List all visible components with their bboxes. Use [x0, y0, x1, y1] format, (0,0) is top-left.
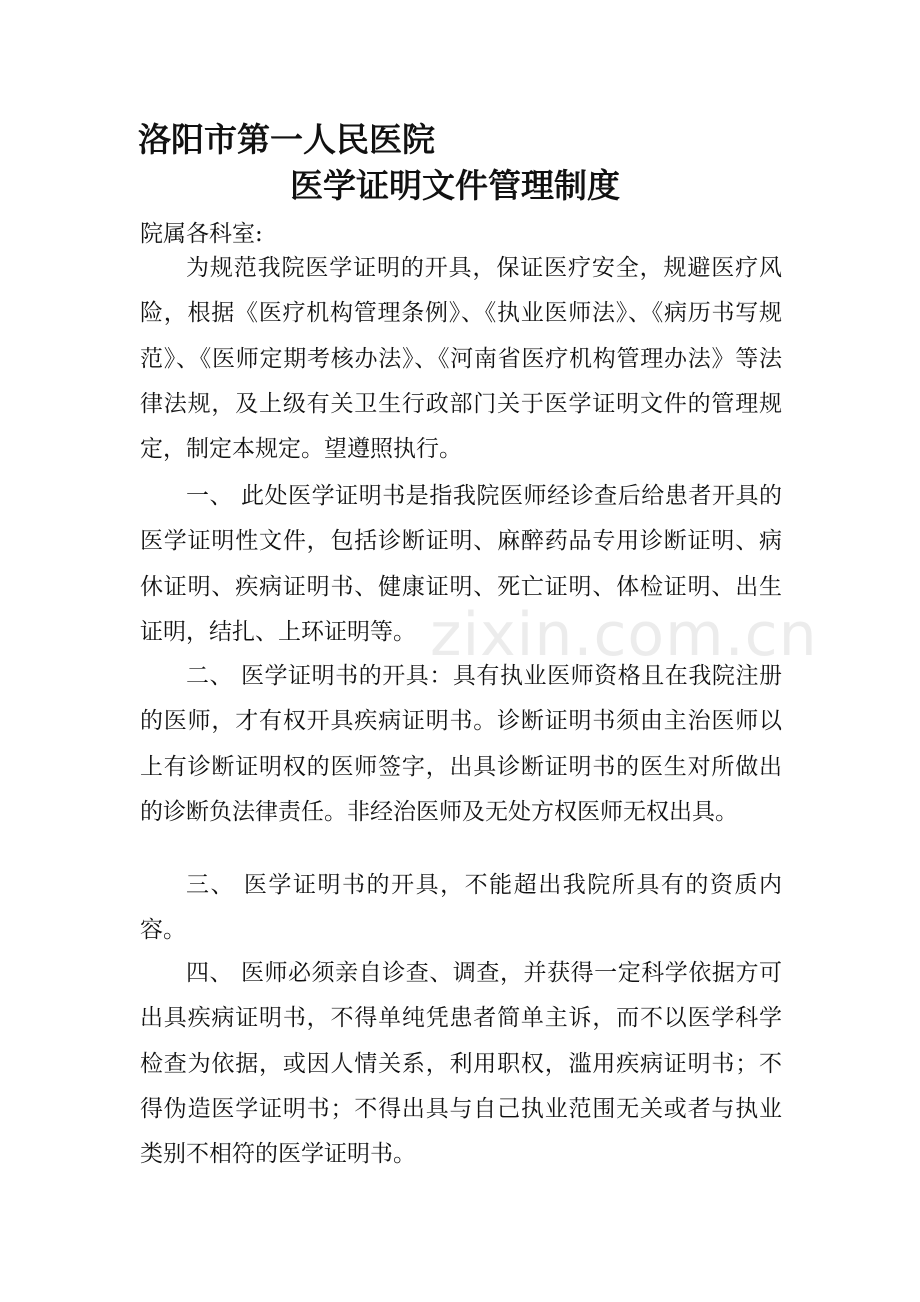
intro-paragraph: 为规范我院医学证明的开具，保证医疗安全，规避医疗风险，根据《医疗机构管理条例》、《执业医师法》、《病历书写规范》、《医师定期考核办法》、《河南省医疗机构管理办法》等法律法规，及上级有关卫生行政部门关于医学证明文件的管理规定，制定本规定。望遵照执行。: [140, 255, 782, 463]
document-title-hospital: 洛阳市第一人民医院: [138, 120, 435, 159]
watermark: zixin.com.cn: [430, 600, 818, 670]
section-three-paragraph: 三、 医学证明书的开具，不能超出我院所具有的资质内容。: [140, 872, 782, 944]
salutation: 院属各科室:: [140, 221, 263, 247]
document-title-regulation: 医学证明文件管理制度: [290, 166, 620, 205]
section-four-paragraph: 四、 医师必须亲自诊查、调查，并获得一定科学依据方可出具疾病证明书，不得单纯凭患者简单主诉，而不以医学科学检查为依据，或因人情关系，利用职权，滥用疾病证明书；不得伪造医学证明书；不得出具与自己执业范围无关或者与执业类别不相符的医学证明书。: [140, 960, 782, 1168]
section-one-paragraph: 一、 此处医学证明书是指我院医师经诊查后给患者开具的医学证明性文件，包括诊断证明、麻醉药品专用诊断证明、病休证明、疾病证明书、健康证明、死亡证明、体检证明、出生证明，结扎、上环证明等。: [140, 483, 782, 645]
section-two-paragraph: 二、 医学证明书的开具：具有执业医师资格且在我院注册的医师，才有权开具疾病证明书。诊断证明书须由主治医师以上有诊断证明权的医师签字，出具诊断证明书的医生对所做出的诊断负法律责任。非经治医师及无处方权医师无权出具。: [140, 663, 782, 825]
